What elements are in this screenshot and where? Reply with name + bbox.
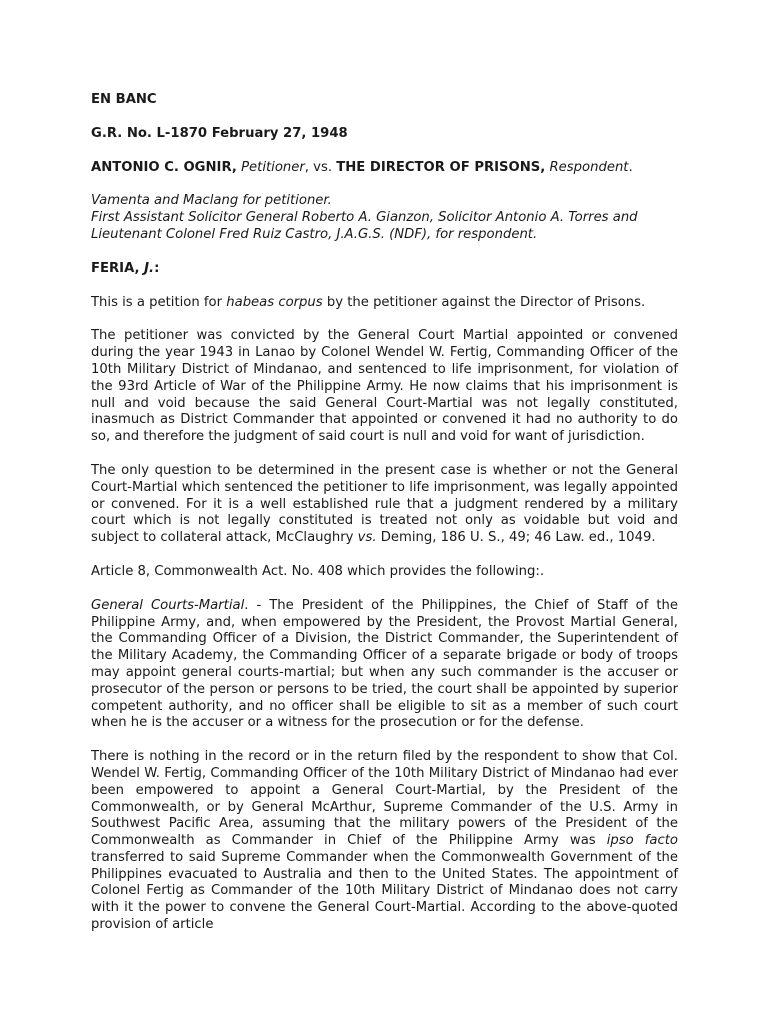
case-number: G.R. No. L-1870 February 27, 1948	[91, 125, 348, 141]
paragraph-petition	[91, 295, 678, 312]
ponente-name: FERIA,	[91, 260, 145, 276]
article-heading: General Courts-Martial	[91, 597, 245, 613]
text-run: transferred to said Supreme Commander when the Commonwealth Government of the Philippines evacuated to Australia and then to the United States. The appointment of Colonel Fertig as Commander of the 10th Military District of Mindanao does not carry with it the power to convene the General Court-Martial. According to the above-quoted provision of article	[91, 849, 678, 933]
text-run: Deming, 186 U. S., 49; 46 Law. ed., 1049.	[376, 530, 656, 546]
petitioner-counsel: Vamenta and Maclang for petitioner.	[91, 193, 332, 209]
parties-period: .	[628, 159, 633, 175]
habeas-corpus-term: habeas corpus	[226, 294, 323, 310]
respondent-counsel: First Assistant Solicitor General Roberto A. Gianzon, Solicitor Antonio A. Torres and Lieutenant Colonel Fred Ruiz Castro, J.A.G.S. (NDF), for respondent.	[91, 210, 638, 242]
versus-text: , vs.	[304, 159, 337, 175]
paragraph-article-intro: Article 8, Commonwealth Act. No. 408 which provides the following:.	[91, 563, 545, 579]
ipso-facto-term: ipso facto	[606, 833, 678, 849]
ponente-title: J.	[144, 260, 155, 276]
paragraph-record	[91, 749, 678, 934]
petitioner-name: ANTONIO C. OGNIR,	[91, 159, 237, 175]
petitioner-role: Petitioner	[241, 159, 305, 175]
paragraph-question	[91, 463, 678, 547]
text-run: by the petitioner against the Director of Prisons.	[322, 294, 646, 310]
respondent-role: Respondent	[549, 159, 629, 175]
respondent-name: THE DIRECTOR OF PRISONS,	[336, 159, 546, 175]
text-run: There is nothing in the record or in the return filed by the respondent to show that Col. Wendel W. Fertig, Commanding Officer of the 10th Military District of Mindanao had ever been empowered to appoint a General Court-Martial, by the President of the Commonwealth, or by General McArthur, Supreme Commander of the U.S. Army in Southwest Pacific Area, assuming that the military powers of the President of the Commonwealth as Commander in Chief of the Philippine Army was	[91, 749, 678, 849]
text-run: The only question to be determined in the present case is whether or not the General Court-Martial which sentenced the petitioner to life imprisonment, was legally appointed or convened. For it is a well established rule that a judgment rendered by a military court which is not legally constituted is treated not only as voidable but void and subject to collateral attack, McClaughry	[91, 462, 678, 546]
division-heading: EN BANC	[91, 92, 157, 107]
text-run: This is a petition for	[91, 294, 227, 310]
ponente-colon: :	[154, 260, 160, 276]
text-run: . - The President of the Philippines, the Chief of Staff of the Philippine Army, and, when empowered by the President, the Provost Martial General, the Commanding Officer of a Division, the District Commander, the Superintendent of the Military Academy, the Commanding Officer of a separate brigade or body of troops may appoint general courts-martial; but when any such commander is the accuser or prosecutor of the person or persons to be tried, the court shall be appointed by superior competent authority, and no officer shall be eligible to sit as a member of such court when he is the accuser or a witness for the prosecution or for the defense.	[91, 597, 679, 731]
ponente	[91, 261, 678, 278]
paragraph-conviction: The petitioner was convicted by the General Court Martial appointed or convened during the year 1943 in Lanao by Colonel Wendel W. Fertig, Commanding Officer of the 10th Military District of Mindanao, and sentenced to life imprisonment, for violation of the 93rd Article of War of the Philippine Army. He now claims that his imprisonment is null and void because the said General Court-Martial was not legally constituted, inasmuch as District Commander that appointed or convened it had no authority to do so, and therefore the judgment of said court is null and void for want of jurisdiction.	[91, 328, 678, 445]
case-parties	[91, 160, 678, 177]
counsel-block	[91, 193, 678, 243]
versus-term: vs.	[357, 530, 377, 546]
paragraph-article-text	[91, 598, 678, 732]
decision-document	[91, 92, 678, 951]
